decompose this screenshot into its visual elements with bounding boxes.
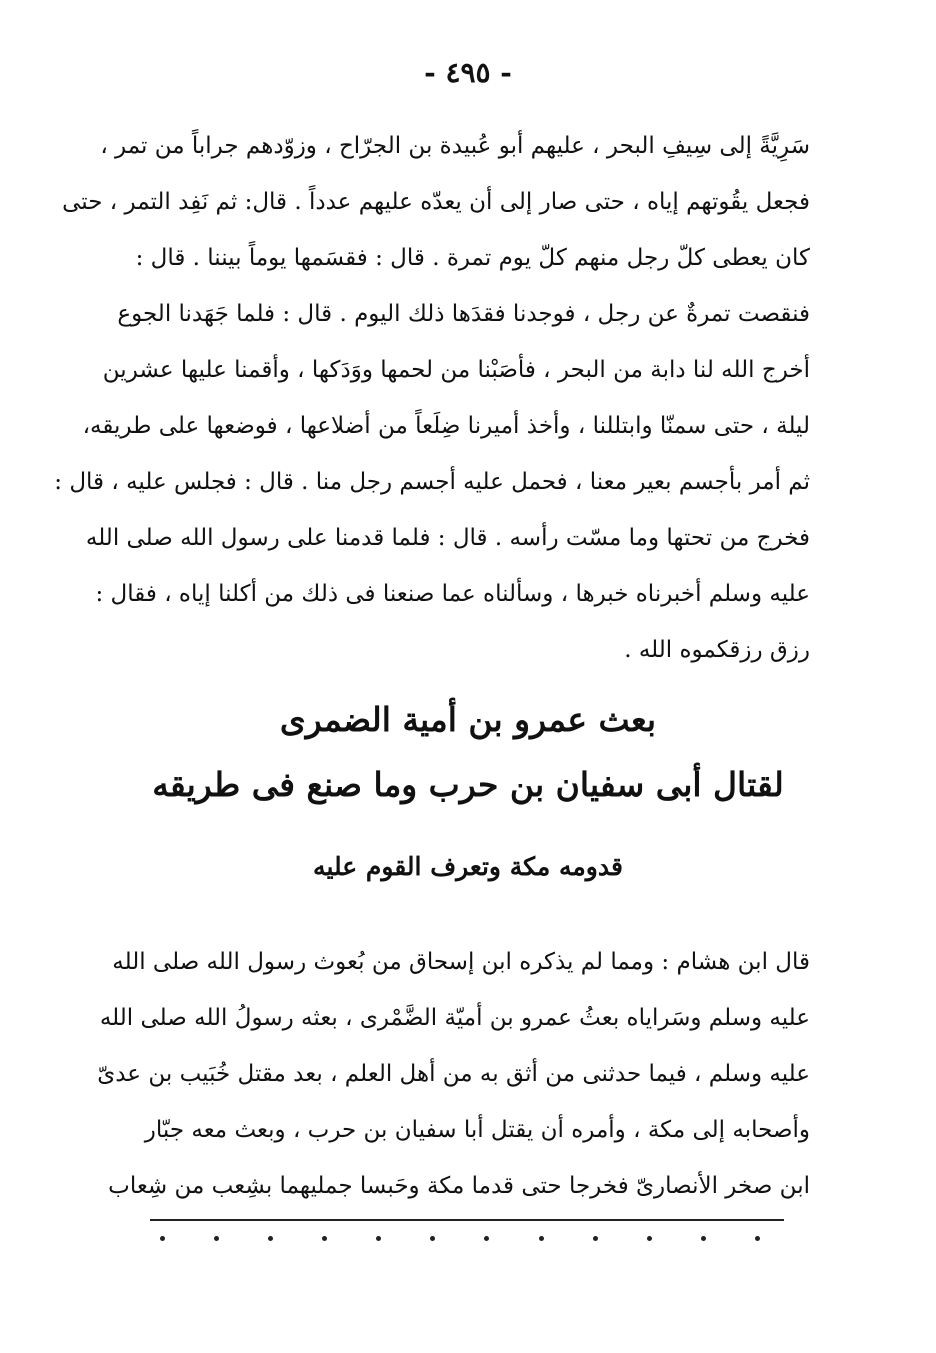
text-line: فنقصت تمرةٌ عن رجل ، فوجدنا فقدَها ذلك اليوم . قال : فلما جَهَدنا الجوع [117,301,810,327]
text-line: رزق رزقكموه الله . [624,637,810,663]
footer-dot [214,1236,219,1241]
section-heading-line-2: لقتال أبى سفيان بن حرب وما صنع فى طريقه [152,765,784,804]
footer-dot [376,1236,381,1241]
footer-dot [755,1236,760,1241]
footer-dot [268,1236,273,1241]
page-number: - ٤٩٥ - [424,56,512,89]
footer-dot [322,1236,327,1241]
footer-dot [539,1236,544,1241]
footer-dot [647,1236,652,1241]
footer-dot [160,1236,165,1241]
text-line: عليه وسلم أخبرناه خبرها ، وسألناه عما صنعنا فى ذلك من أكلنا إياه ، فقال : [95,581,810,607]
text-line: ابن صخر الأنصارىّ فخرجا حتى قدما مكة وحَبسا جمليهما بشِعب من شِعاب [108,1173,810,1199]
text-line: عليه وسلم ، فيما حدثنى من أثق به من أهل العلم ، بعد مقتل خُبَيب بن عدىّ [97,1061,810,1087]
section-heading-line-1: بعث عمرو بن أمية الضمرى [279,700,657,739]
footer-dot [593,1236,598,1241]
text-line: وأصحابه إلى مكة ، وأمره أن يقتل أبا سفيان بن حرب ، وبعث معه جبّار [144,1117,810,1143]
text-line: عليه وسلم وسَراياه بعثُ عمرو بن أميّة الضَّمْرى ، بعثه رسولُ الله صلى الله [99,1005,810,1031]
section-subheading: قدومه مكة وتعرف القوم عليه [313,852,623,881]
text-line: قال ابن هشام : ومما لم يذكره ابن إسحاق من بُعوث رسول الله صلى الله [112,949,810,975]
text-line: ليلة ، حتى سمنّا وابتللنا ، وأخذ أميرنا ضِلَعاً من أضلاعها ، فوضعها على طريقه، [82,413,810,439]
footer-dot [430,1236,435,1241]
footer-dot [484,1236,489,1241]
text-line: أخرج الله لنا دابة من البحر ، فأصَبْنا من لحمها ووَدَكها ، وأقمنا عليها عشرين [102,357,810,383]
footer-dots [160,1236,760,1256]
text-line: فجعل يقُوتهم إياه ، حتى صار إلى أن يعدّه عليهم عدداً . قال: ثم نَفِد التمر ، حتى [62,189,810,215]
bottom-paragraph [97,934,810,1214]
footer-rule [150,1219,784,1221]
text-line: ثم أمر بأجسم بعير معنا ، فحمل عليه أجسم رجل منا . قال : فجلس عليه ، قال : [54,469,810,495]
text-line: سَرِيَّةً إلى سِيفِ البحر ، عليهم أبو عُبيدة بن الجرّاح ، وزوّدهم جراباً من تمر ، [100,133,810,159]
footer-dot [701,1236,706,1241]
text-line: فخرج من تحتها وما مسّت رأسه . قال : فلما قدمنا على رسول الله صلى الله [85,525,810,551]
top-paragraph [54,118,810,678]
text-line: كان يعطى كلّ رجل منهم كلّ يوم تمرة . قال : فقسَمها يوماً بيننا . قال : [135,245,810,271]
